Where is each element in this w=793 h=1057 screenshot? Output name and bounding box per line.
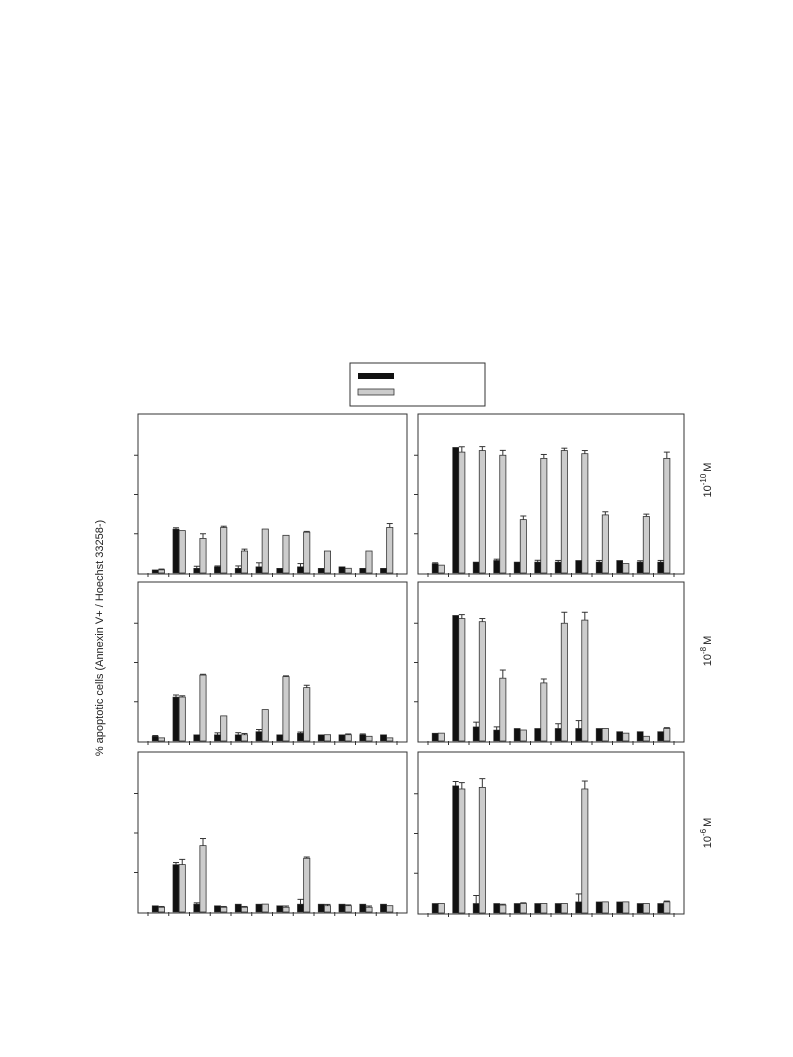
bar-light-10 <box>345 568 351 573</box>
bar-dark-1 <box>432 564 438 573</box>
bar-dark-8 <box>297 904 303 912</box>
bar-light-1 <box>158 738 164 741</box>
bar-dark-2 <box>173 529 179 573</box>
bar-light-12 <box>387 906 393 912</box>
bar-light-7 <box>561 451 567 573</box>
bar-dark-12 <box>658 732 664 741</box>
bar-dark-4 <box>214 735 220 741</box>
bar-dark-11 <box>360 904 366 912</box>
bar-light-7 <box>561 623 567 741</box>
bar-light-6 <box>262 529 268 573</box>
bar-dark-7 <box>555 903 561 913</box>
bar-dark-3 <box>473 727 479 741</box>
bar-light-2 <box>459 789 465 913</box>
bar-light-4 <box>500 455 506 573</box>
bar-dark-2 <box>453 447 459 573</box>
bar-light-2 <box>459 452 465 573</box>
bar-light-1 <box>438 903 444 913</box>
bar-dark-2 <box>173 865 179 912</box>
legend-box <box>350 363 485 406</box>
bar-dark-1 <box>432 733 438 741</box>
bar-dark-10 <box>339 904 345 912</box>
bar-light-6 <box>541 903 547 913</box>
bar-dark-3 <box>194 735 200 741</box>
bar-light-8 <box>304 532 310 573</box>
bar-light-3 <box>200 538 206 573</box>
panels <box>134 414 684 917</box>
bar-dark-9 <box>596 562 602 573</box>
bar-dark-4 <box>494 560 500 573</box>
bar-dark-12 <box>380 568 386 573</box>
bar-dark-10 <box>339 567 345 573</box>
bar-dark-10 <box>617 560 623 573</box>
bar-light-2 <box>459 619 465 741</box>
bar-dark-3 <box>194 904 200 912</box>
bar-dark-6 <box>256 567 262 573</box>
bar-dark-9 <box>596 728 602 741</box>
bar-dark-1 <box>152 570 158 573</box>
bar-light-4 <box>221 716 227 741</box>
bar-dark-7 <box>555 728 561 741</box>
bar-light-7 <box>283 677 289 741</box>
bar-dark-10 <box>617 902 623 913</box>
panel-right-row2 <box>414 582 684 745</box>
bar-light-10 <box>345 735 351 741</box>
bar-dark-11 <box>360 735 366 741</box>
bar-dark-5 <box>514 562 520 573</box>
bar-light-4 <box>500 678 506 741</box>
bar-light-8 <box>304 858 310 912</box>
bar-light-11 <box>366 907 372 912</box>
bar-dark-7 <box>277 906 283 912</box>
bar-dark-4 <box>494 730 500 741</box>
bar-dark-8 <box>576 560 582 573</box>
bar-light-9 <box>324 551 330 573</box>
bar-light-3 <box>479 622 485 741</box>
concentration-label-row1: $10^{-10}M$ <box>699 462 714 498</box>
bar-light-7 <box>561 903 567 913</box>
bar-light-5 <box>520 730 526 741</box>
bar-light-9 <box>324 906 330 912</box>
panel-left-row3 <box>134 752 407 916</box>
bar-dark-7 <box>555 562 561 573</box>
bar-light-4 <box>221 907 227 912</box>
bar-dark-9 <box>318 904 324 912</box>
bar-dark-8 <box>297 733 303 741</box>
bar-dark-5 <box>235 904 241 912</box>
bar-dark-2 <box>453 615 459 741</box>
bar-dark-12 <box>380 735 386 741</box>
bar-light-8 <box>582 789 588 913</box>
bar-light-9 <box>602 728 608 741</box>
concentration-label-row3: $10^{-6}M$ <box>699 817 714 849</box>
bar-dark-6 <box>535 562 541 573</box>
bar-light-7 <box>283 535 289 573</box>
bar-dark-3 <box>194 568 200 573</box>
legend-swatch-dark <box>358 373 394 379</box>
bar-light-5 <box>241 907 247 912</box>
bar-dark-9 <box>318 568 324 573</box>
bar-light-1 <box>438 565 444 573</box>
bar-dark-6 <box>256 904 262 912</box>
bar-light-12 <box>387 527 393 573</box>
bar-light-8 <box>582 620 588 741</box>
bar-dark-2 <box>173 697 179 741</box>
bar-light-7 <box>283 907 289 912</box>
bar-light-4 <box>221 527 227 573</box>
bar-dark-11 <box>360 568 366 573</box>
bar-light-12 <box>664 728 670 741</box>
bar-light-3 <box>479 787 485 913</box>
bar-light-1 <box>438 733 444 741</box>
bar-dark-6 <box>535 903 541 913</box>
bar-light-11 <box>366 551 372 573</box>
bar-dark-9 <box>318 735 324 741</box>
bar-light-2 <box>179 531 185 573</box>
bar-light-5 <box>241 551 247 573</box>
panel-left-row2 <box>134 582 407 745</box>
legend <box>350 363 485 406</box>
bar-light-1 <box>158 907 164 912</box>
bar-dark-5 <box>514 903 520 913</box>
bar-light-3 <box>200 675 206 741</box>
bar-light-10 <box>623 733 629 741</box>
bar-light-11 <box>643 736 649 741</box>
bar-light-5 <box>520 520 526 573</box>
bar-dark-11 <box>637 732 643 741</box>
bar-dark-7 <box>277 568 283 573</box>
bar-dark-6 <box>535 728 541 741</box>
bar-light-5 <box>520 903 526 913</box>
panel-right-row1 <box>414 414 684 577</box>
bar-light-12 <box>664 902 670 913</box>
bar-light-10 <box>345 906 351 912</box>
bar-light-11 <box>643 903 649 913</box>
bar-dark-1 <box>152 736 158 741</box>
bar-dark-1 <box>432 903 438 913</box>
bar-light-12 <box>664 458 670 573</box>
bar-dark-3 <box>473 903 479 913</box>
bar-dark-1 <box>152 906 158 912</box>
bar-dark-4 <box>214 567 220 573</box>
bar-light-12 <box>387 738 393 741</box>
bar-light-3 <box>200 846 206 912</box>
bar-light-4 <box>500 905 506 913</box>
bar-light-3 <box>479 451 485 573</box>
bar-dark-5 <box>514 728 520 741</box>
bar-light-6 <box>541 683 547 741</box>
bar-light-8 <box>582 454 588 573</box>
bar-light-9 <box>324 735 330 741</box>
bar-light-10 <box>623 564 629 573</box>
bar-dark-9 <box>596 902 602 913</box>
bar-dark-5 <box>235 735 241 741</box>
bar-light-2 <box>179 697 185 741</box>
bar-dark-11 <box>637 903 643 913</box>
bar-light-1 <box>158 570 164 573</box>
bar-light-2 <box>179 865 185 912</box>
bar-dark-6 <box>256 732 262 741</box>
panel-right-row3 <box>414 752 684 917</box>
bar-dark-7 <box>277 735 283 741</box>
bar-dark-8 <box>297 567 303 573</box>
bar-dark-10 <box>339 735 345 741</box>
bar-light-11 <box>366 736 372 741</box>
bar-dark-5 <box>235 568 241 573</box>
bar-light-5 <box>241 735 247 741</box>
bar-light-9 <box>602 902 608 913</box>
bar-light-6 <box>262 710 268 741</box>
concentration-label-row2: $10^{-8}M$ <box>699 635 714 667</box>
bar-dark-8 <box>576 728 582 741</box>
bar-light-6 <box>541 458 547 573</box>
bar-light-6 <box>262 904 268 912</box>
bar-light-10 <box>623 902 629 913</box>
panel-left-row1 <box>134 414 407 577</box>
bar-light-11 <box>643 516 649 573</box>
bar-dark-11 <box>637 562 643 573</box>
bar-light-9 <box>602 515 608 573</box>
bar-dark-12 <box>658 562 664 573</box>
bar-dark-12 <box>658 903 664 913</box>
bar-dark-12 <box>380 904 386 912</box>
bar-dark-4 <box>494 903 500 913</box>
y-axis-label: % apoptotic cells (Annexin V+ / Hoechst 33258-) <box>94 519 106 757</box>
bar-dark-3 <box>473 562 479 573</box>
bar-dark-4 <box>214 906 220 912</box>
legend-swatch-light <box>358 389 394 395</box>
bar-dark-10 <box>617 732 623 741</box>
bar-dark-8 <box>576 902 582 913</box>
bar-light-8 <box>304 688 310 741</box>
bar-dark-2 <box>453 786 459 913</box>
